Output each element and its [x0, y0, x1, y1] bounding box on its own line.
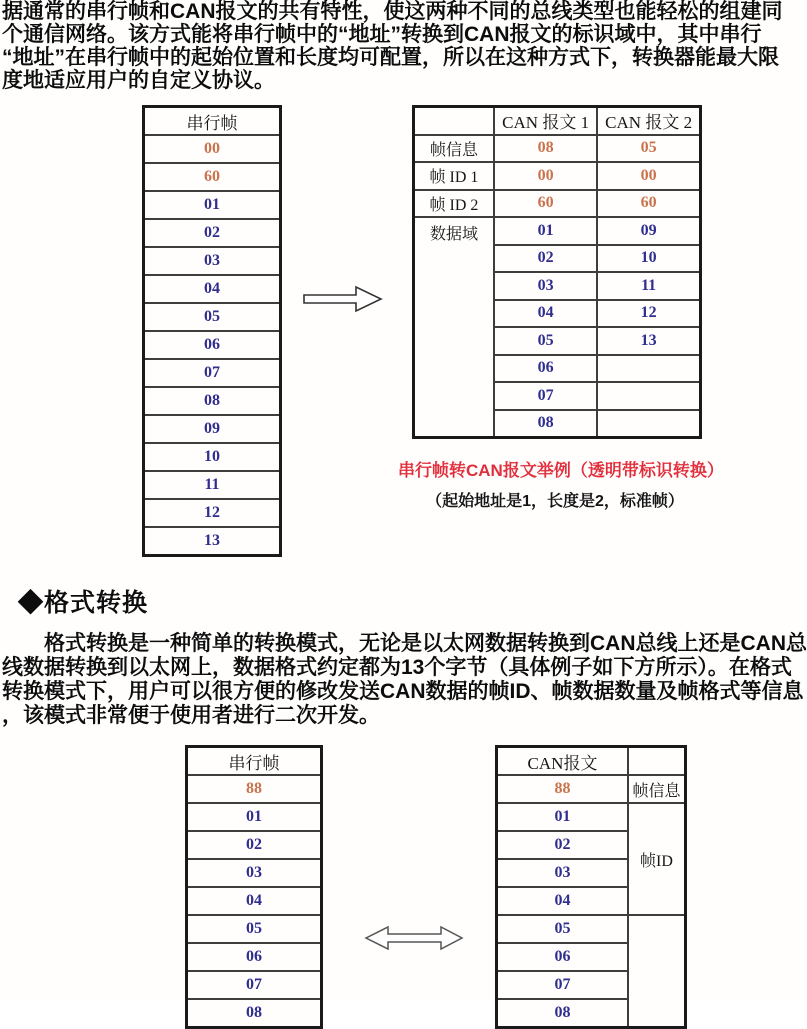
intro-paragraph: [2, 0, 796, 92]
serial-row: [144, 471, 281, 499]
serial-byte-cell: 02: [187, 831, 322, 859]
can2-value-cell: 07: [497, 971, 629, 999]
can1-row-label: 帧 ID 2: [414, 190, 495, 218]
serial-row: [144, 443, 281, 471]
serial-row: [144, 359, 281, 387]
format-line: 转换模式下，用户可以很方便的修改发送CAN数据的帧ID、帧数据数量及帧格式等信息: [2, 680, 804, 703]
can2-value-cell: 01: [497, 803, 629, 831]
can1-value-cell: 01: [494, 217, 597, 245]
can1-value-cell: 10: [597, 245, 700, 273]
intro-line: 个通信网络。该方式能将串行帧中的“地址”转换到CAN报文的标识域中，其中串行: [2, 23, 762, 46]
can2-row: [497, 915, 686, 943]
serial-row: [144, 303, 281, 331]
serial-byte-cell: 05: [144, 303, 281, 331]
serial-table-header: 串行帧: [187, 747, 322, 776]
serial-row: [187, 859, 322, 887]
can1-row-label: 数据域: [414, 217, 495, 438]
serial-header-row: [144, 107, 281, 136]
can1-value-cell: 05: [597, 135, 700, 163]
serial-row: [144, 135, 281, 163]
serial-byte-cell: 04: [144, 275, 281, 303]
can1-row: [414, 190, 701, 218]
can1-value-cell: [597, 355, 700, 383]
serial-byte-cell: 07: [187, 971, 322, 999]
can2-side-corner-cell: [628, 747, 686, 776]
serial-byte-cell: 08: [144, 387, 281, 415]
can1-value-cell: 11: [597, 272, 700, 300]
serial-byte-cell: 04: [187, 887, 322, 915]
can1-column-header: CAN 报文 1: [494, 107, 597, 135]
serial-row: [187, 803, 322, 831]
serial-row: [187, 943, 322, 971]
can2-value-cell: 05: [497, 915, 629, 943]
serial-header-row: [187, 747, 322, 776]
serial-byte-cell: 03: [187, 859, 322, 887]
serial-byte-cell: 05: [187, 915, 322, 943]
format-line: 线数据转换到以太网上，数据格式约定都为13个字节（具体例子如下方所示）。在格式: [2, 656, 792, 679]
serial-row: [187, 831, 322, 859]
intro-line: “地址”在串行帧中的起始位置和长度均可配置，所以在这种方式下，转换器能最大限: [2, 46, 779, 69]
serial-row: [144, 527, 281, 556]
can2-side-label: 帧ID: [628, 803, 686, 915]
serial-row: [144, 499, 281, 527]
can2-value-cell: 02: [497, 831, 629, 859]
serial-byte-cell: 01: [187, 803, 322, 831]
can2-row: [497, 775, 686, 803]
format-paragraph: [2, 632, 807, 728]
format-line: 格式转换是一种简单的转换模式，无论是以太网数据转换到CAN总线上还是CAN总: [2, 632, 807, 655]
serial-row: [144, 415, 281, 443]
serial-table-header: 串行帧: [144, 107, 281, 136]
can2-side-label: [628, 915, 686, 1028]
serial-row: [144, 331, 281, 359]
can1-value-cell: 03: [494, 272, 597, 300]
can2-value-cell: 04: [497, 887, 629, 915]
serial-row: [187, 971, 322, 999]
can1-column-header: CAN 报文 2: [597, 107, 700, 135]
can1-value-cell: [597, 410, 700, 438]
serial-row: [144, 163, 281, 191]
can1-corner-cell: [414, 107, 495, 135]
can1-header-row: [414, 107, 701, 135]
can1-value-cell: 00: [494, 162, 597, 190]
serial-row: [144, 275, 281, 303]
can2-value-cell: 88: [497, 775, 629, 803]
can1-row: [414, 135, 701, 163]
can1-row-label: 帧信息: [414, 135, 495, 163]
right-arrow-icon: [303, 285, 383, 313]
can1-value-cell: 08: [494, 135, 597, 163]
can1-row: [414, 162, 701, 190]
format-line: ，该模式非常便于使用者进行二次开发。: [2, 704, 380, 727]
intro-line: 据通常的串行帧和CAN报文的共有特性，使这两种不同的总线类型也能轻松的组建同: [2, 0, 783, 23]
can1-value-cell: 12: [597, 300, 700, 328]
can1-value-cell: 60: [597, 190, 700, 218]
serial-byte-cell: 00: [144, 135, 281, 163]
serial-byte-cell: 01: [144, 191, 281, 219]
double-arrow-icon: [364, 923, 464, 953]
can-message-table: [412, 105, 702, 439]
can1-row: [414, 217, 701, 245]
intro-line: 度地适应用户的自定义协议。: [2, 69, 275, 92]
serial-row: [187, 915, 322, 943]
can1-value-cell: 00: [597, 162, 700, 190]
can2-value-cell: 03: [497, 859, 629, 887]
serial-byte-cell: 02: [144, 219, 281, 247]
serial-byte-cell: 03: [144, 247, 281, 275]
section-title: 格式转换: [44, 589, 149, 617]
serial-byte-cell: 09: [144, 415, 281, 443]
serial-row: [144, 247, 281, 275]
can1-value-cell: 06: [494, 355, 597, 383]
serial-byte-cell: 08: [187, 999, 322, 1028]
can-message-table-2: [495, 745, 687, 1029]
can2-value-cell: 08: [497, 999, 629, 1028]
can2-header: CAN报文: [497, 747, 629, 776]
diamond-bullet-icon: ◆: [18, 589, 45, 617]
can2-value-cell: 06: [497, 943, 629, 971]
can1-value-cell: 08: [494, 410, 597, 438]
can2-row: [497, 803, 686, 831]
serial-row: [144, 191, 281, 219]
serial-frame-table-2: [185, 745, 323, 1029]
serial-byte-cell: 88: [187, 775, 322, 803]
serial-row: [187, 887, 322, 915]
can1-value-cell: 04: [494, 300, 597, 328]
can1-value-cell: 02: [494, 245, 597, 273]
can2-header-row: [497, 747, 686, 776]
serial-byte-cell: 13: [144, 527, 281, 556]
serial-row: [187, 999, 322, 1028]
serial-frame-table-1: [142, 105, 282, 557]
can1-value-cell: 05: [494, 327, 597, 355]
serial-byte-cell: 06: [144, 331, 281, 359]
can2-side-label: 帧信息: [628, 775, 686, 803]
example-caption-note: （起始地址是1，长度是2，标准帧）: [426, 493, 684, 510]
example-caption-title: 串行帧转CAN报文举例（透明带标识转换）: [398, 461, 724, 480]
can1-value-cell: 07: [494, 382, 597, 410]
section-heading: [18, 583, 148, 619]
can1-row-label: 帧 ID 1: [414, 162, 495, 190]
serial-row: [144, 387, 281, 415]
serial-byte-cell: 06: [187, 943, 322, 971]
serial-row: [144, 219, 281, 247]
serial-row: [187, 775, 322, 803]
serial-byte-cell: 60: [144, 163, 281, 191]
serial-byte-cell: 11: [144, 471, 281, 499]
can1-value-cell: 13: [597, 327, 700, 355]
serial-byte-cell: 12: [144, 499, 281, 527]
can1-value-cell: [597, 382, 700, 410]
can1-value-cell: 60: [494, 190, 597, 218]
can1-value-cell: 09: [597, 217, 700, 245]
serial-byte-cell: 10: [144, 443, 281, 471]
serial-byte-cell: 07: [144, 359, 281, 387]
